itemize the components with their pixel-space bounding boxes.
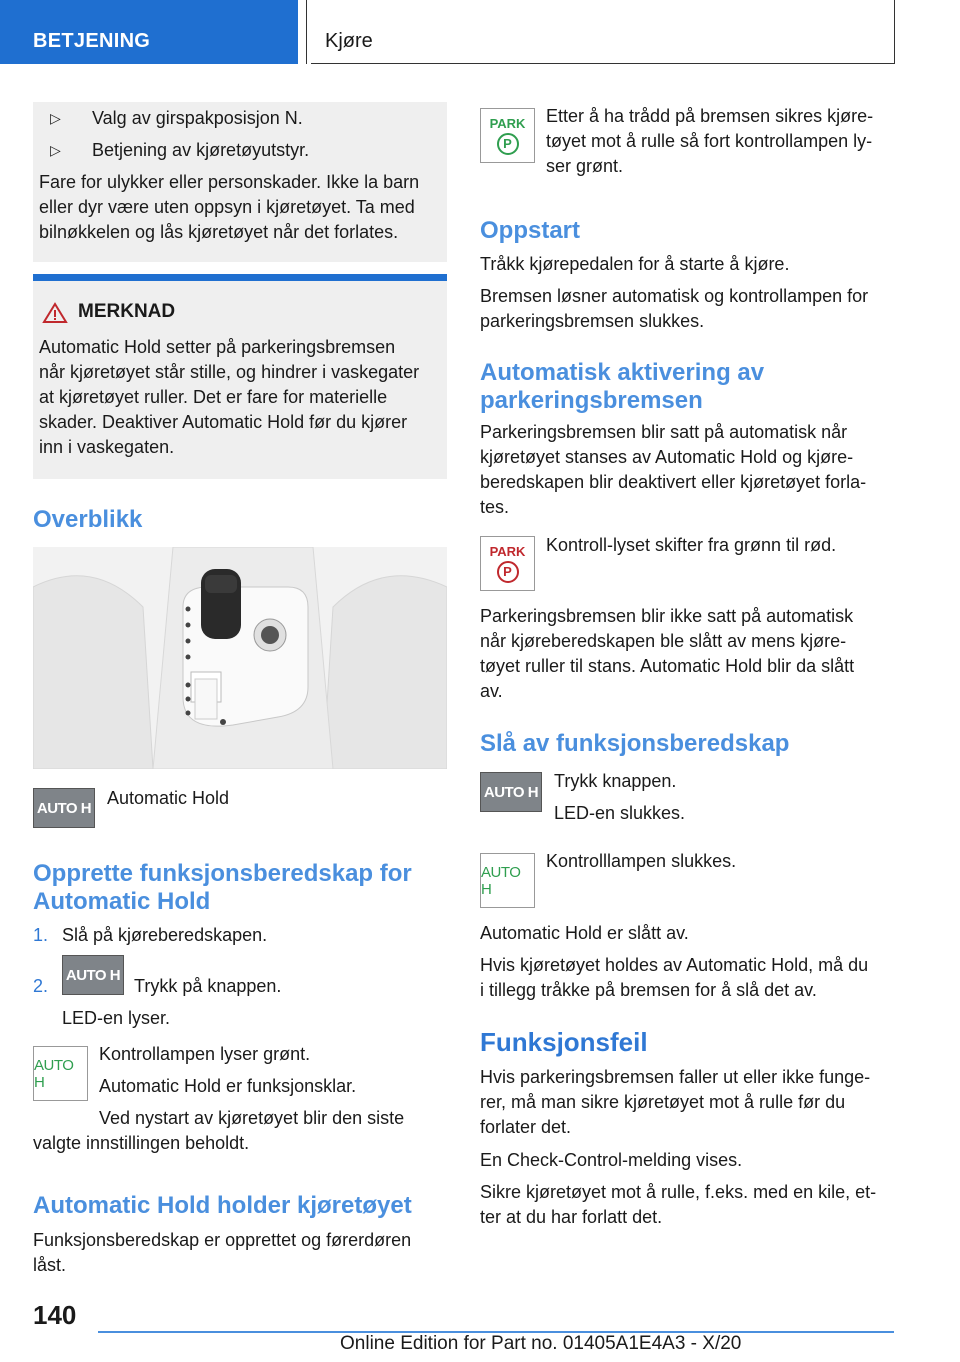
holds-text: låst. [33, 1255, 67, 1275]
off-text: Kontrolllampen slukkes. [546, 851, 737, 871]
not-set-text: Parkeringsbremsen blir ikke satt på automatisk [480, 606, 854, 626]
heading-fault: Funksjonsfeil [480, 1027, 648, 1057]
park-circle-icon: P [497, 133, 519, 155]
step-text: Trykk på knappen. [134, 976, 282, 996]
chapter-title: Kjøre [325, 30, 373, 52]
note-title: MERKNAD [78, 301, 176, 322]
heading-holds: Automatic Hold holder kjøretøyet [33, 1192, 412, 1219]
warning-box: ▷ Valg av girspakposisjon N. ▷ Betjening av kjøretøyutstyr. Fare for ulykker eller personskader. Ikke la barn eller dyr være uten oppsyn i kjøretøyet. Ta med bilnøkkelen og lås kjøretøyet når det forlates. [33, 102, 447, 262]
not-set-text: av. [480, 681, 503, 701]
auto-h-green-lamp-icon: AUTO H [480, 853, 535, 908]
lamp-change-text: Kontroll-lyset skifter fra grønn til rød. [546, 535, 837, 555]
restart-text: Ved nystart av kjøretøyet blir den siste [99, 1108, 405, 1128]
fault-text: En Check-Control-melding vises. [480, 1150, 743, 1170]
chapter-tab [311, 0, 895, 64]
fault-text: ter at du har forlatt det. [480, 1207, 663, 1227]
auto-h-green-lamp-icon: AUTO H [33, 1046, 88, 1101]
start-text: parkeringsbremsen slukkes. [480, 311, 705, 331]
start-text: Tråkk kjørepedalen for å starte å kjøre. [480, 254, 790, 274]
warning-text: bilnøkkelen og lås kjøretøyet når det forlates. [39, 222, 399, 242]
triangle-bullet-icon: ▷ [50, 142, 61, 158]
start-text: Bremsen løsner automatisk og kontrollampen for [480, 286, 869, 306]
fault-text: Hvis parkeringsbremsen faller ut eller ikke funge- [480, 1067, 871, 1087]
section-title: BETJENING [33, 30, 151, 52]
header-divider [306, 0, 307, 64]
step-number: 1. [33, 925, 49, 945]
led-text: LED-en lyser. [62, 1008, 171, 1028]
note-text: skader. Deaktiver Automatic Hold før du kjører [39, 412, 408, 432]
warning-text: eller dyr være uten oppsyn i kjøretøyet. Ta med [39, 197, 415, 217]
auto-h-button-icon: AUTO H [480, 772, 542, 812]
note-text: Automatic Hold setter på parkeringsbremsen [39, 337, 396, 357]
step-text: Slå på kjøreberedskapen. [62, 925, 268, 945]
lamp-text: Automatic Hold er funksjonsklar. [99, 1076, 357, 1096]
park-circle-icon: P [497, 561, 519, 583]
triangle-bullet-icon: ▷ [50, 110, 61, 126]
auto-h-button-icon: AUTO H [62, 955, 124, 995]
auto-park-text: beredskapen blir deaktivert eller kjøretøyet forla- [480, 472, 867, 492]
brake-text: ser grønt. [546, 156, 624, 176]
step-number: 2. [33, 976, 49, 996]
auto-h-button-icon: AUTO H [33, 788, 95, 828]
warning-triangle-icon [42, 302, 68, 324]
fault-text: rer, må man sikre kjøretøyet mot å rulle før du [480, 1092, 846, 1112]
page-number: 140 [33, 1300, 77, 1330]
note-text: at kjøretøyet ruller. Det er fare for materielle [39, 387, 388, 407]
off-text: i tillegg tråkke på bremsen for å slå det av. [480, 980, 817, 1000]
off-text: LED-en slukkes. [554, 803, 686, 823]
footer-edition: Online Edition for Part no. 01405A1E4A3 - X/20 [340, 1333, 742, 1354]
note-text: inn i vaskegaten. [39, 437, 175, 457]
off-text: Trykk knappen. [554, 771, 677, 791]
heading-auto-park: Automatisk aktivering av parkeringsbremsen [480, 359, 765, 414]
auto-park-text: Parkeringsbremsen blir satt på automatisk når [480, 422, 848, 442]
off-text: Hvis kjøretøyet holdes av Automatic Hold, må du [480, 955, 869, 975]
heading-off: Slå av funksjonsberedskap [480, 730, 790, 757]
section-tab [0, 0, 298, 64]
heading-setup: Opprette funksjonsberedskap for Automatic Hold [33, 860, 412, 915]
fault-text: forlater det. [480, 1117, 572, 1137]
fault-text: Sikre kjøretøyet mot å rulle, f.eks. med en kile, et- [480, 1182, 877, 1202]
auto-hold-caption: Automatic Hold [107, 788, 230, 808]
not-set-text: tøyet ruller til stans. Automatic Hold blir da slått [480, 656, 855, 676]
lamp-text: Kontrollampen lyser grønt. [99, 1044, 311, 1064]
brake-text: tøyet mot å rulle så fort kontrollampen ly- [546, 131, 873, 151]
holds-text: Funksjonsberedskap er opprettet og førerdøren [33, 1230, 412, 1250]
heading-start: Oppstart [480, 217, 581, 244]
note-bar [33, 274, 447, 281]
note-text: når kjøretøyet står stille, og hindrer i vaskegater [39, 362, 420, 382]
brake-text: Etter å ha trådd på bremsen sikres kjøre- [546, 106, 874, 126]
park-red-lamp-icon: PARK P [480, 536, 535, 591]
auto-park-text: kjøretøyet stanses av Automatic Hold og kjøre- [480, 447, 854, 467]
not-set-text: når kjøreberedskapen ble slått av mens kjøre- [480, 631, 847, 651]
restart-text: valgte innstillingen beholdt. [33, 1133, 250, 1153]
off-text: Automatic Hold er slått av. [480, 923, 689, 943]
warning-text: Fare for ulykker eller personskader. Ikke la barn [39, 172, 420, 192]
park-green-lamp-icon: PARK P [480, 108, 535, 163]
auto-park-text: tes. [480, 497, 510, 517]
note-box [33, 281, 447, 479]
heading-overview: Overblikk [33, 506, 143, 533]
center-console-illustration [33, 547, 447, 769]
